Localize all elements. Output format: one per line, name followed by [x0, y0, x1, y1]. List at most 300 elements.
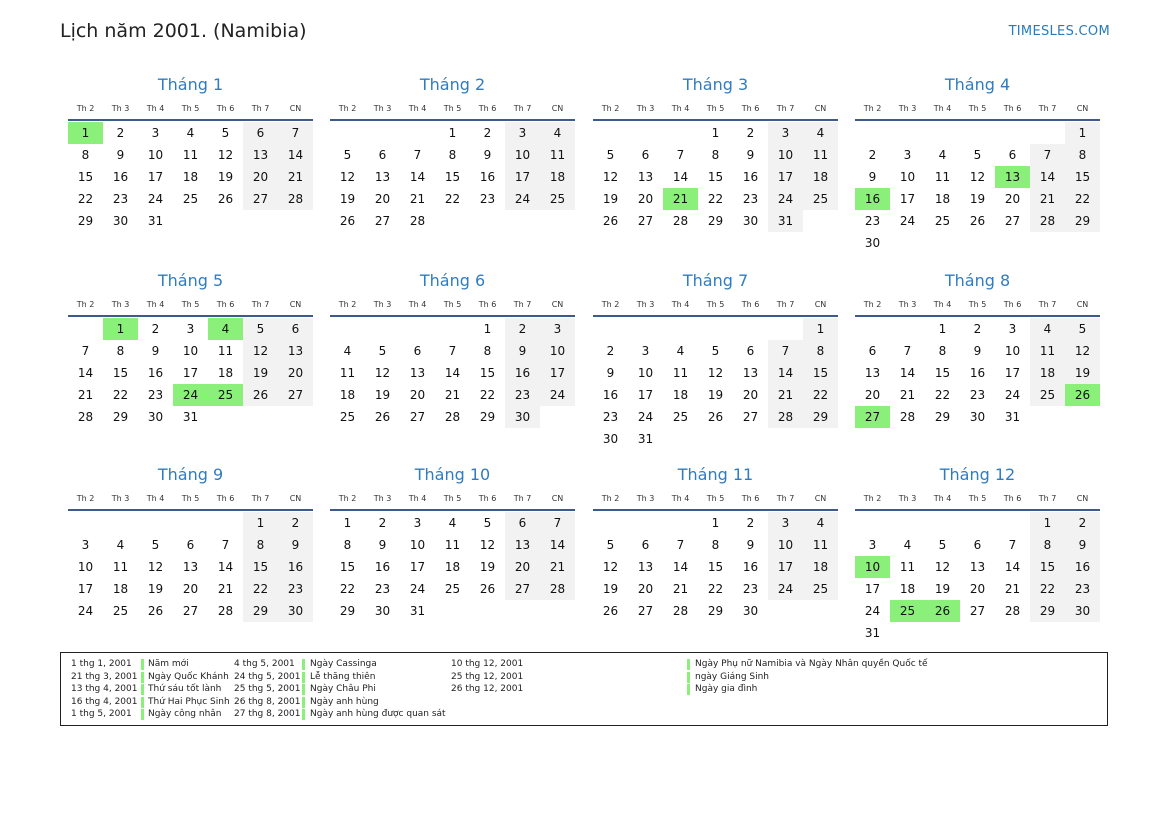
holiday-cell[interactable]: 25	[208, 384, 243, 406]
day-cell[interactable]: 20	[374, 192, 391, 206]
day-cell[interactable]: 16	[742, 170, 759, 184]
weekend-cell[interactable]: 1	[803, 318, 838, 340]
day-cell[interactable]: 26	[707, 410, 724, 424]
day-cell[interactable]: 30	[742, 604, 759, 618]
day-cell[interactable]: 21	[409, 192, 426, 206]
weekend-cell[interactable]: 22	[1030, 578, 1065, 600]
weekend-cell[interactable]: 27	[505, 578, 540, 600]
weekend-cell[interactable]: 4	[803, 512, 838, 534]
weekend-cell[interactable]: 15	[1065, 166, 1100, 188]
holiday-cell[interactable]: 24	[173, 384, 208, 406]
day-cell[interactable]: 31	[864, 626, 881, 640]
day-cell[interactable]: 7	[448, 344, 457, 358]
weekend-cell[interactable]: 2	[505, 318, 540, 340]
day-cell[interactable]: 26	[339, 214, 356, 228]
weekend-cell[interactable]: 15	[803, 362, 838, 384]
day-cell[interactable]: 21	[217, 582, 234, 596]
day-cell[interactable]: 18	[112, 582, 129, 596]
day-cell[interactable]: 6	[641, 148, 650, 162]
day-cell[interactable]: 18	[339, 388, 356, 402]
day-cell[interactable]: 14	[899, 366, 916, 380]
day-cell[interactable]: 28	[444, 410, 461, 424]
day-cell[interactable]: 17	[1004, 366, 1021, 380]
day-cell[interactable]: 22	[707, 192, 724, 206]
weekend-cell[interactable]: 21	[278, 166, 313, 188]
day-cell[interactable]: 8	[448, 148, 457, 162]
day-cell[interactable]: 3	[641, 344, 650, 358]
weekend-cell[interactable]: 7	[278, 122, 313, 144]
weekend-cell[interactable]: 14	[278, 144, 313, 166]
day-cell[interactable]: 6	[868, 344, 877, 358]
day-cell[interactable]: 23	[969, 388, 986, 402]
weekend-cell[interactable]: 11	[540, 144, 575, 166]
day-cell[interactable]: 14	[409, 170, 426, 184]
day-cell[interactable]: 8	[938, 344, 947, 358]
day-cell[interactable]: 5	[606, 538, 615, 552]
weekend-cell[interactable]: 22	[243, 578, 278, 600]
weekend-cell[interactable]: 14	[540, 534, 575, 556]
day-cell[interactable]: 9	[116, 148, 125, 162]
day-cell[interactable]: 16	[969, 366, 986, 380]
day-cell[interactable]: 22	[444, 192, 461, 206]
day-cell[interactable]: 30	[969, 410, 986, 424]
day-cell[interactable]: 16	[112, 170, 129, 184]
day-cell[interactable]: 5	[938, 538, 947, 552]
day-cell[interactable]: 26	[479, 582, 496, 596]
day-cell[interactable]: 10	[1004, 344, 1021, 358]
day-cell[interactable]: 20	[637, 582, 654, 596]
weekend-cell[interactable]: 28	[278, 188, 313, 210]
day-cell[interactable]: 16	[602, 388, 619, 402]
day-cell[interactable]: 7	[903, 344, 912, 358]
day-cell[interactable]: 12	[602, 560, 619, 574]
day-cell[interactable]: 20	[637, 192, 654, 206]
day-cell[interactable]: 28	[217, 604, 234, 618]
day-cell[interactable]: 13	[374, 170, 391, 184]
day-cell[interactable]: 2	[746, 516, 755, 530]
day-cell[interactable]: 19	[934, 582, 951, 596]
weekend-cell[interactable]: 21	[768, 384, 803, 406]
day-cell[interactable]: 2	[378, 516, 387, 530]
day-cell[interactable]: 22	[339, 582, 356, 596]
day-cell[interactable]: 19	[479, 560, 496, 574]
day-cell[interactable]: 19	[217, 170, 234, 184]
day-cell[interactable]: 28	[672, 214, 689, 228]
day-cell[interactable]: 11	[899, 560, 916, 574]
day-cell[interactable]: 3	[151, 126, 160, 140]
weekend-cell[interactable]: 17	[505, 166, 540, 188]
day-cell[interactable]: 12	[339, 170, 356, 184]
weekend-cell[interactable]: 17	[540, 362, 575, 384]
weekend-cell[interactable]: 29	[1030, 600, 1065, 622]
weekend-cell[interactable]: 5	[243, 318, 278, 340]
holiday-cell[interactable]: 10	[855, 556, 890, 578]
weekend-cell[interactable]: 7	[768, 340, 803, 362]
day-cell[interactable]: 20	[864, 388, 881, 402]
day-cell[interactable]: 17	[864, 582, 881, 596]
holiday-cell[interactable]: 1	[68, 122, 103, 144]
day-cell[interactable]: 13	[969, 560, 986, 574]
day-cell[interactable]: 21	[444, 388, 461, 402]
day-cell[interactable]: 24	[77, 604, 94, 618]
day-cell[interactable]: 10	[637, 366, 654, 380]
day-cell[interactable]: 8	[343, 538, 352, 552]
weekend-cell[interactable]: 12	[243, 340, 278, 362]
day-cell[interactable]: 25	[444, 582, 461, 596]
day-cell[interactable]: 4	[676, 344, 685, 358]
weekend-cell[interactable]: 25	[803, 188, 838, 210]
weekend-cell[interactable]: 1	[1065, 122, 1100, 144]
day-cell[interactable]: 2	[483, 126, 492, 140]
weekend-cell[interactable]: 18	[803, 556, 838, 578]
day-cell[interactable]: 17	[182, 366, 199, 380]
day-cell[interactable]: 30	[374, 604, 391, 618]
day-cell[interactable]: 26	[147, 604, 164, 618]
day-cell[interactable]: 19	[147, 582, 164, 596]
weekend-cell[interactable]: 29	[1065, 210, 1100, 232]
day-cell[interactable]: 18	[217, 366, 234, 380]
day-cell[interactable]: 28	[409, 214, 426, 228]
weekend-cell[interactable]: 22	[1065, 188, 1100, 210]
weekend-cell[interactable]: 6	[243, 122, 278, 144]
day-cell[interactable]: 20	[409, 388, 426, 402]
day-cell[interactable]: 11	[339, 366, 356, 380]
day-cell[interactable]: 12	[707, 366, 724, 380]
day-cell[interactable]: 28	[899, 410, 916, 424]
weekend-cell[interactable]: 20	[278, 362, 313, 384]
day-cell[interactable]: 21	[899, 388, 916, 402]
day-cell[interactable]: 5	[343, 148, 352, 162]
day-cell[interactable]: 1	[711, 126, 720, 140]
day-cell[interactable]: 29	[479, 410, 496, 424]
weekend-cell[interactable]: 24	[540, 384, 575, 406]
day-cell[interactable]: 15	[444, 170, 461, 184]
weekend-cell[interactable]: 6	[278, 318, 313, 340]
day-cell[interactable]: 30	[112, 214, 129, 228]
day-cell[interactable]: 19	[602, 582, 619, 596]
weekend-cell[interactable]: 8	[803, 340, 838, 362]
weekend-cell[interactable]: 14	[1030, 166, 1065, 188]
day-cell[interactable]: 21	[672, 582, 689, 596]
weekend-cell[interactable]: 3	[768, 512, 803, 534]
weekend-cell[interactable]: 25	[1030, 384, 1065, 406]
day-cell[interactable]: 5	[221, 126, 230, 140]
weekend-cell[interactable]: 28	[1030, 210, 1065, 232]
day-cell[interactable]: 3	[868, 538, 877, 552]
day-cell[interactable]: 23	[112, 192, 129, 206]
day-cell[interactable]: 24	[899, 214, 916, 228]
day-cell[interactable]: 8	[81, 148, 90, 162]
day-cell[interactable]: 17	[637, 388, 654, 402]
day-cell[interactable]: 12	[969, 170, 986, 184]
day-cell[interactable]: 8	[711, 148, 720, 162]
day-cell[interactable]: 23	[479, 192, 496, 206]
day-cell[interactable]: 25	[112, 604, 129, 618]
day-cell[interactable]: 15	[479, 366, 496, 380]
day-cell[interactable]: 28	[672, 604, 689, 618]
holiday-cell[interactable]: 1	[103, 318, 138, 340]
day-cell[interactable]: 6	[746, 344, 755, 358]
day-cell[interactable]: 24	[864, 604, 881, 618]
day-cell[interactable]: 12	[374, 366, 391, 380]
day-cell[interactable]: 22	[112, 388, 129, 402]
weekend-cell[interactable]: 23	[1065, 578, 1100, 600]
weekend-cell[interactable]: 30	[505, 406, 540, 428]
day-cell[interactable]: 11	[217, 344, 234, 358]
day-cell[interactable]: 18	[934, 192, 951, 206]
day-cell[interactable]: 13	[742, 366, 759, 380]
weekend-cell[interactable]: 11	[803, 144, 838, 166]
day-cell[interactable]: 27	[374, 214, 391, 228]
day-cell[interactable]: 16	[479, 170, 496, 184]
weekend-cell[interactable]: 20	[243, 166, 278, 188]
weekend-cell[interactable]: 29	[803, 406, 838, 428]
holiday-cell[interactable]: 4	[208, 318, 243, 340]
day-cell[interactable]: 9	[973, 344, 982, 358]
day-cell[interactable]: 15	[77, 170, 94, 184]
day-cell[interactable]: 27	[637, 214, 654, 228]
day-cell[interactable]: 14	[1004, 560, 1021, 574]
day-cell[interactable]: 13	[637, 170, 654, 184]
day-cell[interactable]: 29	[934, 410, 951, 424]
day-cell[interactable]: 9	[378, 538, 387, 552]
weekend-cell[interactable]: 21	[1030, 188, 1065, 210]
day-cell[interactable]: 16	[374, 560, 391, 574]
day-cell[interactable]: 10	[409, 538, 426, 552]
day-cell[interactable]: 13	[864, 366, 881, 380]
day-cell[interactable]: 7	[676, 538, 685, 552]
day-cell[interactable]: 19	[339, 192, 356, 206]
weekend-cell[interactable]: 20	[505, 556, 540, 578]
day-cell[interactable]: 1	[448, 126, 457, 140]
day-cell[interactable]: 4	[448, 516, 457, 530]
weekend-cell[interactable]: 31	[768, 210, 803, 232]
weekend-cell[interactable]: 18	[540, 166, 575, 188]
weekend-cell[interactable]: 26	[243, 384, 278, 406]
day-cell[interactable]: 12	[934, 560, 951, 574]
day-cell[interactable]: 25	[339, 410, 356, 424]
weekend-cell[interactable]: 25	[540, 188, 575, 210]
day-cell[interactable]: 29	[112, 410, 129, 424]
weekend-cell[interactable]: 10	[505, 144, 540, 166]
day-cell[interactable]: 26	[969, 214, 986, 228]
day-cell[interactable]: 4	[116, 538, 125, 552]
weekend-cell[interactable]: 6	[505, 512, 540, 534]
day-cell[interactable]: 31	[637, 432, 654, 446]
day-cell[interactable]: 22	[77, 192, 94, 206]
weekend-cell[interactable]: 12	[1065, 340, 1100, 362]
weekend-cell[interactable]: 8	[243, 534, 278, 556]
weekend-cell[interactable]: 27	[243, 188, 278, 210]
day-cell[interactable]: 1	[343, 516, 352, 530]
day-cell[interactable]: 7	[676, 148, 685, 162]
day-cell[interactable]: 27	[409, 410, 426, 424]
day-cell[interactable]: 24	[637, 410, 654, 424]
day-cell[interactable]: 18	[672, 388, 689, 402]
day-cell[interactable]: 10	[147, 148, 164, 162]
day-cell[interactable]: 22	[707, 582, 724, 596]
day-cell[interactable]: 8	[483, 344, 492, 358]
day-cell[interactable]: 23	[864, 214, 881, 228]
day-cell[interactable]: 9	[151, 344, 160, 358]
day-cell[interactable]: 17	[147, 170, 164, 184]
day-cell[interactable]: 18	[899, 582, 916, 596]
day-cell[interactable]: 20	[182, 582, 199, 596]
day-cell[interactable]: 14	[672, 170, 689, 184]
weekend-cell[interactable]: 4	[540, 122, 575, 144]
day-cell[interactable]: 2	[606, 344, 615, 358]
day-cell[interactable]: 25	[182, 192, 199, 206]
day-cell[interactable]: 19	[374, 388, 391, 402]
day-cell[interactable]: 11	[182, 148, 199, 162]
weekend-cell[interactable]: 19	[243, 362, 278, 384]
day-cell[interactable]: 31	[147, 214, 164, 228]
day-cell[interactable]: 4	[186, 126, 195, 140]
weekend-cell[interactable]: 8	[1030, 534, 1065, 556]
site-link[interactable]: TIMESLES.COM	[1008, 24, 1110, 39]
weekend-cell[interactable]: 7	[1030, 144, 1065, 166]
day-cell[interactable]: 5	[483, 516, 492, 530]
holiday-cell[interactable]: 16	[855, 188, 890, 210]
day-cell[interactable]: 13	[182, 560, 199, 574]
day-cell[interactable]: 28	[1004, 604, 1021, 618]
weekend-cell[interactable]: 1	[1030, 512, 1065, 534]
day-cell[interactable]: 18	[182, 170, 199, 184]
day-cell[interactable]: 26	[602, 604, 619, 618]
day-cell[interactable]: 3	[186, 322, 195, 336]
day-cell[interactable]: 15	[707, 170, 724, 184]
day-cell[interactable]: 30	[602, 432, 619, 446]
weekend-cell[interactable]: 13	[278, 340, 313, 362]
weekend-cell[interactable]: 10	[768, 534, 803, 556]
day-cell[interactable]: 3	[81, 538, 90, 552]
weekend-cell[interactable]: 30	[278, 600, 313, 622]
day-cell[interactable]: 29	[707, 214, 724, 228]
weekend-cell[interactable]: 7	[540, 512, 575, 534]
day-cell[interactable]: 30	[147, 410, 164, 424]
day-cell[interactable]: 5	[151, 538, 160, 552]
day-cell[interactable]: 31	[1004, 410, 1021, 424]
day-cell[interactable]: 6	[1008, 148, 1017, 162]
day-cell[interactable]: 29	[77, 214, 94, 228]
weekend-cell[interactable]: 11	[1030, 340, 1065, 362]
day-cell[interactable]: 2	[973, 322, 982, 336]
day-cell[interactable]: 23	[742, 192, 759, 206]
day-cell[interactable]: 4	[343, 344, 352, 358]
day-cell[interactable]: 14	[217, 560, 234, 574]
day-cell[interactable]: 24	[409, 582, 426, 596]
holiday-cell[interactable]: 27	[855, 406, 890, 428]
day-cell[interactable]: 5	[606, 148, 615, 162]
day-cell[interactable]: 5	[711, 344, 720, 358]
holiday-cell[interactable]: 13	[995, 166, 1030, 188]
weekend-cell[interactable]: 8	[1065, 144, 1100, 166]
day-cell[interactable]: 19	[707, 388, 724, 402]
weekend-cell[interactable]: 19	[1065, 362, 1100, 384]
day-cell[interactable]: 2	[151, 322, 160, 336]
day-cell[interactable]: 30	[742, 214, 759, 228]
day-cell[interactable]: 3	[903, 148, 912, 162]
weekend-cell[interactable]: 28	[540, 578, 575, 600]
weekend-cell[interactable]: 30	[1065, 600, 1100, 622]
weekend-cell[interactable]: 3	[540, 318, 575, 340]
weekend-cell[interactable]: 13	[243, 144, 278, 166]
day-cell[interactable]: 19	[969, 192, 986, 206]
weekend-cell[interactable]: 24	[768, 578, 803, 600]
day-cell[interactable]: 17	[77, 582, 94, 596]
weekend-cell[interactable]: 3	[505, 122, 540, 144]
day-cell[interactable]: 7	[413, 148, 422, 162]
day-cell[interactable]: 15	[339, 560, 356, 574]
day-cell[interactable]: 1	[711, 516, 720, 530]
day-cell[interactable]: 7	[1008, 538, 1017, 552]
day-cell[interactable]: 11	[112, 560, 129, 574]
day-cell[interactable]: 15	[112, 366, 129, 380]
day-cell[interactable]: 6	[973, 538, 982, 552]
weekend-cell[interactable]: 18	[803, 166, 838, 188]
day-cell[interactable]: 7	[81, 344, 90, 358]
day-cell[interactable]: 12	[147, 560, 164, 574]
holiday-cell[interactable]: 26	[925, 600, 960, 622]
weekend-cell[interactable]: 27	[278, 384, 313, 406]
day-cell[interactable]: 8	[116, 344, 125, 358]
day-cell[interactable]: 3	[413, 516, 422, 530]
holiday-cell[interactable]: 21	[663, 188, 698, 210]
weekend-cell[interactable]: 2	[278, 512, 313, 534]
day-cell[interactable]: 2	[746, 126, 755, 140]
day-cell[interactable]: 27	[969, 604, 986, 618]
day-cell[interactable]: 27	[182, 604, 199, 618]
day-cell[interactable]: 11	[672, 366, 689, 380]
day-cell[interactable]: 11	[934, 170, 951, 184]
day-cell[interactable]: 6	[641, 538, 650, 552]
weekend-cell[interactable]: 9	[278, 534, 313, 556]
day-cell[interactable]: 2	[868, 148, 877, 162]
day-cell[interactable]: 18	[444, 560, 461, 574]
day-cell[interactable]: 21	[1004, 582, 1021, 596]
holiday-cell[interactable]: 26	[1065, 384, 1100, 406]
day-cell[interactable]: 12	[479, 538, 496, 552]
weekend-cell[interactable]: 29	[243, 600, 278, 622]
weekend-cell[interactable]: 15	[1030, 556, 1065, 578]
holiday-cell[interactable]: 25	[890, 600, 925, 622]
day-cell[interactable]: 16	[742, 560, 759, 574]
weekend-cell[interactable]: 24	[768, 188, 803, 210]
day-cell[interactable]: 1	[938, 322, 947, 336]
day-cell[interactable]: 9	[746, 538, 755, 552]
weekend-cell[interactable]: 14	[768, 362, 803, 384]
day-cell[interactable]: 16	[147, 366, 164, 380]
day-cell[interactable]: 25	[672, 410, 689, 424]
day-cell[interactable]: 15	[707, 560, 724, 574]
weekend-cell[interactable]: 4	[1030, 318, 1065, 340]
day-cell[interactable]: 10	[182, 344, 199, 358]
weekend-cell[interactable]: 16	[278, 556, 313, 578]
day-cell[interactable]: 7	[221, 538, 230, 552]
day-cell[interactable]: 11	[444, 538, 461, 552]
day-cell[interactable]: 6	[186, 538, 195, 552]
day-cell[interactable]: 13	[409, 366, 426, 380]
day-cell[interactable]: 6	[413, 344, 422, 358]
day-cell[interactable]: 25	[934, 214, 951, 228]
day-cell[interactable]: 14	[672, 560, 689, 574]
day-cell[interactable]: 31	[182, 410, 199, 424]
weekend-cell[interactable]: 21	[540, 556, 575, 578]
weekend-cell[interactable]: 23	[505, 384, 540, 406]
weekend-cell[interactable]: 2	[1065, 512, 1100, 534]
day-cell[interactable]: 9	[746, 148, 755, 162]
weekend-cell[interactable]: 10	[540, 340, 575, 362]
